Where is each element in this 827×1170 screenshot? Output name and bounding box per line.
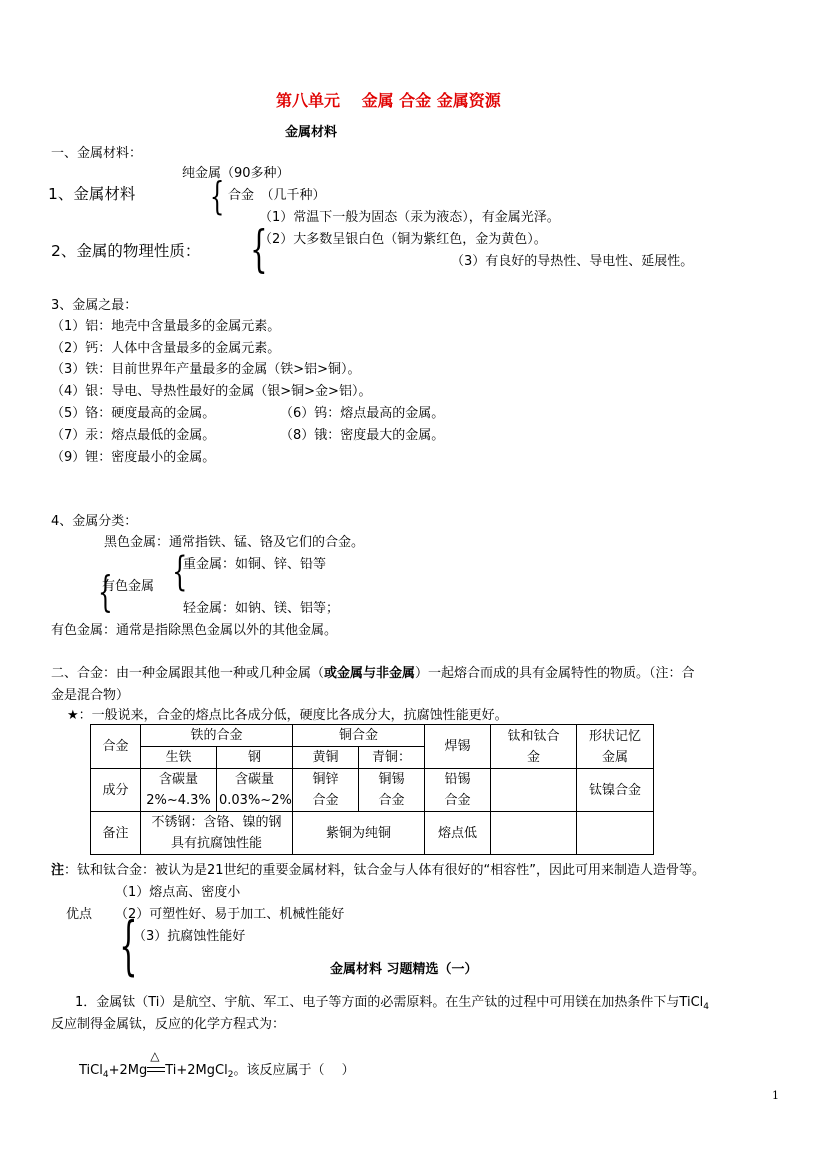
note-prefix: 注 xyxy=(51,863,65,878)
advantage-3: （3）抗腐蚀性能好 xyxy=(133,929,246,944)
table-cell xyxy=(359,769,425,812)
question-text: 1．金属钛（Ti）是航空、宇航、军工、电子等方面的必需原料。在生产钛的过程中可用镁在加热条件下与TiCl xyxy=(75,995,704,1010)
prop2: （2）大多数呈银白色（铜为紫红色，金为黄色）。 xyxy=(259,232,547,247)
alloy-def-cont: 金是混合物） xyxy=(51,688,130,703)
alloy-type: 合金 （几千种） xyxy=(228,188,326,203)
subscript: 4 xyxy=(102,1070,109,1080)
cell-line: 铜锡 xyxy=(378,772,405,787)
cell-line: 具有抗腐蚀性能 xyxy=(171,836,263,851)
table-cell xyxy=(293,769,359,812)
equation xyxy=(79,1049,355,1080)
table-cell xyxy=(217,769,293,812)
table-cell xyxy=(491,812,577,855)
cell-line: 含碳量 xyxy=(158,772,198,787)
header-cell: 黄铜 xyxy=(293,747,359,769)
pure-metal: 纯金属（90多种） xyxy=(182,166,290,181)
nonferrous-label: 有色金属 xyxy=(102,579,155,594)
brace-icon: { xyxy=(119,909,138,983)
table-cell: 熔点低 xyxy=(425,812,491,855)
alloy-table xyxy=(90,724,654,855)
heat-icon: △ xyxy=(150,1049,160,1063)
page-title: 第八单元 金属 合金 金属资源 xyxy=(276,91,501,110)
cell-line: 合金 xyxy=(444,793,471,808)
header-cell: 生铁 xyxy=(141,747,217,769)
table-cell xyxy=(577,812,654,855)
list-item: （3）铁：目前世界年产量最多的金属（铁>铝>铜）。 xyxy=(51,362,361,377)
table-cell: 紫铜为纯铜 xyxy=(293,812,425,855)
advantage-1: （1）熔点高、密度小 xyxy=(115,885,241,900)
cell-line: 2%~4.3% xyxy=(146,793,211,808)
cell-line: 不锈钢：含铬、镍的钢 xyxy=(151,815,282,830)
table-cell xyxy=(491,769,577,812)
eq-part: TiCl xyxy=(79,1063,103,1078)
page-number: 1 xyxy=(772,1089,779,1102)
nonferrous-def: 有色金属：通常是指除黑色金属以外的其他金属。 xyxy=(51,623,338,638)
list-item: （4）银：导电、导热性最好的金属（银>铜>金>铝）。 xyxy=(51,384,372,399)
cell-line: 形状记忆 xyxy=(589,728,642,744)
cell-line: 含碳量 xyxy=(235,772,275,787)
note-text: ：钛和钛合金：被认为是21世纪的重要金属材料，钛合金与人体有很好的“相容性”，因此可用来制造人造骨等。 xyxy=(64,863,706,878)
cell-line: 金属 xyxy=(602,749,629,765)
cell-line: 钛和钛合 xyxy=(507,728,560,744)
heavy-metals: 重金属：如铜、锌、铅等 xyxy=(183,557,327,572)
equals-sign xyxy=(147,1049,165,1076)
item1-label: 1、金属材料 xyxy=(48,185,136,203)
exercise-heading: 金属材料 习题精选（一） xyxy=(330,962,478,977)
table-cell xyxy=(425,769,491,812)
subscript: 4 xyxy=(703,1002,710,1012)
row-label: 备注 xyxy=(91,812,141,855)
alloy-def-bold: 或金属与非金属 xyxy=(324,666,416,681)
cell-line: 金 xyxy=(527,749,541,765)
header-cell: 焊锡 xyxy=(425,725,491,769)
star-icon: ★ xyxy=(67,708,79,723)
header-cell: 青铜： xyxy=(359,747,425,769)
brace-icon: { xyxy=(98,567,113,616)
row-label: 成分 xyxy=(91,769,141,812)
header-cell: 铁的合金 xyxy=(141,725,293,747)
light-metals: 轻金属：如钠、镁、铝等； xyxy=(183,601,340,616)
prop1: （1）常温下一般为固态（汞为液态），有金属光泽。 xyxy=(259,210,560,225)
list-item: （7）汞：熔点最低的金属。 xyxy=(51,428,216,443)
header-cell xyxy=(491,725,577,769)
section-heading: 金属材料 xyxy=(285,125,338,140)
alloy-def-text: 二、合金：由一种金属跟其他一种或几种金属（ xyxy=(51,666,325,681)
subscript: 2 xyxy=(227,1070,234,1080)
ti-note xyxy=(51,859,705,878)
ferrous-metals: 黑色金属：通常指铁、锰、铬及它们的合金。 xyxy=(104,535,365,550)
eq-part: Ti+2MgCl xyxy=(165,1063,228,1078)
header-cell: 合金 xyxy=(91,725,141,769)
list-item: （6）钨：熔点最高的金属。 xyxy=(280,406,445,421)
brace-icon: { xyxy=(250,220,268,278)
list-item: （2）钙：人体中含量最多的金属元素。 xyxy=(51,341,281,356)
table-cell xyxy=(141,769,217,812)
cell-line: 合金 xyxy=(378,793,405,808)
star-text: ：一般说来，合金的熔点比各成分低，硬度比各成分大，抗腐蚀性能更好。 xyxy=(78,708,508,723)
header-cell xyxy=(577,725,654,769)
question-1-cont: 反应制得金属钛，反应的化学方程式为： xyxy=(51,1017,286,1032)
prop3: （3）有良好的导热性、导电性、延展性。 xyxy=(451,254,694,269)
table-row xyxy=(91,725,654,747)
list-item: （8）锇：密度最大的金属。 xyxy=(280,428,445,443)
advantages-label: 优点 xyxy=(66,907,93,922)
list-item: （1）铝：地壳中含量最多的金属元素。 xyxy=(51,319,281,334)
cell-line: 铜锌 xyxy=(312,772,339,787)
cell-line: 合金 xyxy=(312,793,339,808)
s4-heading: 4、金属分类： xyxy=(51,514,138,529)
eq-part: +2Mg xyxy=(108,1063,148,1078)
brace-icon: { xyxy=(209,174,225,218)
header-cell: 铜合金 xyxy=(293,725,425,747)
brace-icon: { xyxy=(172,549,188,595)
table-row xyxy=(91,769,654,812)
item2-label: 2、金属的物理性质： xyxy=(51,242,201,260)
cell-line: 0.03%~2% xyxy=(219,793,292,808)
s3-heading: 3、金属之最： xyxy=(51,298,138,313)
alloy-definition xyxy=(51,662,695,681)
cell-line: 铅锡 xyxy=(444,772,471,787)
list-item: （9）锂：密度最小的金属。 xyxy=(51,450,216,465)
advantage-2: （2）可塑性好、易于加工、机械性能好 xyxy=(115,907,345,922)
star-note xyxy=(67,704,508,723)
question-1 xyxy=(75,991,709,1012)
header-cell: 钢 xyxy=(217,747,293,769)
table-row xyxy=(91,812,654,855)
list-item: （5）铬：硬度最高的金属。 xyxy=(51,406,216,421)
table-cell xyxy=(141,812,293,855)
s1-heading: 一、金属材料： xyxy=(51,146,143,161)
eq-part: 。该反应属于（ ） xyxy=(233,1063,355,1078)
table-cell: 钛镍合金 xyxy=(577,769,654,812)
alloy-def-text: ）一起熔合而成的具有金属特性的物质。（注：合 xyxy=(415,666,695,681)
